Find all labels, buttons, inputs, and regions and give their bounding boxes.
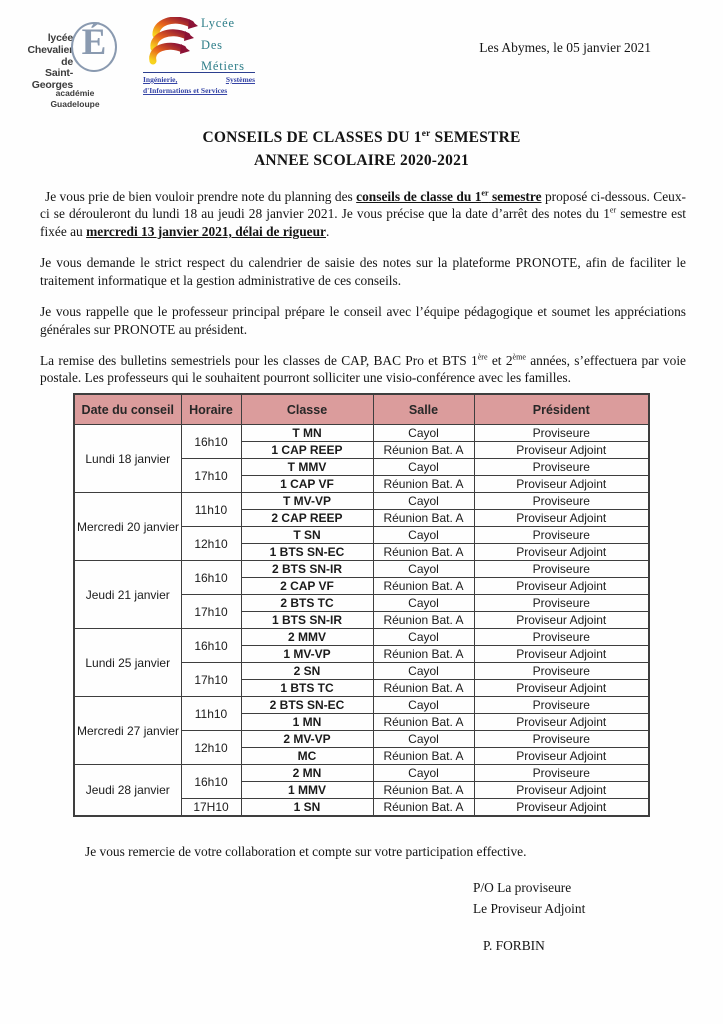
class-cell: T MN [241,425,373,442]
header-class: Classe [241,394,373,425]
schedule-row [74,697,649,714]
time-cell: 17h10 [181,663,241,697]
president-cell: Proviseure [474,765,649,782]
signature-role-line: P/O La proviseure [473,880,572,895]
title-line-2: ANNEE SCOLAIRE 2020-2021 [254,152,469,170]
class-cell: 2 BTS SN-EC [241,697,373,714]
header-room: Salle [373,394,474,425]
time-cell: 12h10 [181,731,241,765]
president-cell: Proviseure [474,459,649,476]
metiers-subtitle [143,72,255,97]
body-paragraphs [40,188,686,401]
class-cell: 1 MMV [241,782,373,799]
class-cell: 1 BTS TC [241,680,373,697]
class-cell: 2 BTS TC [241,595,373,612]
room-cell: Cayol [373,697,474,714]
academy-region-line: académie [55,88,95,98]
paragraph-bulletins: La remise des bulletins semestriels pour les classes de CAP, BAC Pro et BTS 1ère et 2ème années, s’effectuera par voie postale. Les professeurs qui le souhaitent pourront solliciter une visio-conférence avec les familles. [40,352,686,386]
president-cell: Proviseur Adjoint [474,748,649,765]
president-cell: Proviseur Adjoint [474,442,649,459]
president-cell: Proviseure [474,561,649,578]
president-cell: Proviseur Adjoint [474,714,649,731]
room-cell: Cayol [373,629,474,646]
swirl-icon [143,17,199,67]
room-cell: Réunion Bat. A [373,646,474,663]
header-president: Président [474,394,649,425]
schedule-header-row [74,394,649,425]
time-cell: 11h10 [181,493,241,527]
lycee-des-metiers-logo [143,13,258,105]
president-cell: Proviseure [474,697,649,714]
title-line-1: CONSEILS DE CLASSES DU 1er SEMESTRE [202,128,521,146]
class-cell: 2 MMV [241,629,373,646]
class-cell: MC [241,748,373,765]
class-cell: 2 MN [241,765,373,782]
president-cell: Proviseur Adjoint [474,799,649,817]
schedule-row [74,629,649,646]
signature-name: P. FORBIN [483,938,545,953]
time-cell: 17H10 [181,799,241,817]
president-cell: Proviseur Adjoint [474,510,649,527]
class-cell: T SN [241,527,373,544]
date-cell: Lundi 18 janvier [74,425,181,493]
room-cell: Réunion Bat. A [373,612,474,629]
president-cell: Proviseure [474,425,649,442]
room-cell: Réunion Bat. A [373,799,474,817]
time-cell: 11h10 [181,697,241,731]
academy-region-line: Guadeloupe [50,98,100,109]
room-cell: Cayol [373,561,474,578]
room-cell: Cayol [373,527,474,544]
class-cell: 1 CAP VF [241,476,373,493]
signature-block [473,878,585,920]
room-cell: Cayol [373,595,474,612]
document-title [0,126,723,173]
room-cell: Réunion Bat. A [373,782,474,799]
class-cell: 2 BTS SN-IR [241,561,373,578]
metiers-title-line: Lycée [201,16,235,30]
president-cell: Proviseur Adjoint [474,782,649,799]
time-cell: 17h10 [181,595,241,629]
class-cell: T MV-VP [241,493,373,510]
class-cell: 1 MV-VP [241,646,373,663]
school-name-line: Chevalier de [27,43,73,68]
president-cell: Proviseur Adjoint [474,544,649,561]
paragraph-professeur: Je vous rappelle que le professeur principal prépare le conseil avec l’équipe pédagogique et soumet les appréciations générales sur PRONOTE au président. [40,304,686,337]
schedule-row [74,493,649,510]
signature-role-line: Le Proviseur Adjoint [473,900,586,916]
class-cell: 1 SN [241,799,373,817]
president-cell: Proviseur Adjoint [474,612,649,629]
school-name [15,33,73,92]
room-cell: Cayol [373,425,474,442]
class-cell: 2 SN [241,663,373,680]
schedule-table-wrapper [73,393,650,817]
bold-underline-deadline: mercredi 13 janvier 2021, délai de rigueur [86,223,326,239]
schedule-row [74,425,649,442]
date-cell: Lundi 25 janvier [74,629,181,697]
room-cell: Réunion Bat. A [373,714,474,731]
date-cell: Jeudi 28 janvier [74,765,181,817]
room-cell: Réunion Bat. A [373,510,474,527]
metiers-title-line: Métiers [201,59,245,73]
class-cell: T MMV [241,459,373,476]
room-cell: Cayol [373,493,474,510]
header-date: Date du conseil [74,394,181,425]
room-cell: Cayol [373,663,474,680]
president-cell: Proviseure [474,595,649,612]
class-cell: 2 MV-VP [241,731,373,748]
academy-region [43,88,107,109]
school-name-line: lycée [47,32,73,44]
room-cell: Réunion Bat. A [373,680,474,697]
room-cell: Cayol [373,731,474,748]
class-cell: 1 MN [241,714,373,731]
room-cell: Réunion Bat. A [373,442,474,459]
paragraph-planning: Je vous prie de bien vouloir prendre note du planning des conseils de classe du 1er semestre proposé ci-dessous. Ceux-ci se dérouleront du lundi 18 au jeudi 28 janvier 2021. Je vous précise que la date d’arrêt des notes du 1er semestre est fixée au mercredi 13 janvier 2021, délai de rigueur. [40,188,687,239]
schedule-row [74,765,649,782]
president-cell: Proviseure [474,731,649,748]
metiers-title-line: Des [201,37,223,52]
president-cell: Proviseur Adjoint [474,680,649,697]
president-cell: Proviseur Adjoint [474,578,649,595]
room-cell: Réunion Bat. A [373,578,474,595]
president-cell: Proviseure [474,527,649,544]
header-time: Horaire [181,394,241,425]
metiers-subtitle-line: Ingénierie, Systèmes [143,75,255,84]
class-cell: 1 BTS SN-EC [241,544,373,561]
metiers-subtitle-line: d'Informations et Services [143,85,228,95]
closing-sentence: Je vous remercie de votre collaboration et compte sur votre participation effective. [85,844,527,859]
time-cell: 16h10 [181,561,241,595]
class-cell: 1 BTS SN-IR [241,612,373,629]
room-cell: Réunion Bat. A [373,544,474,561]
room-cell: Cayol [373,459,474,476]
school-name-line: Saint-Georges [31,67,73,91]
time-cell: 16h10 [181,765,241,799]
president-cell: Proviseure [474,629,649,646]
academy-letter-icon: É [81,22,107,63]
room-cell: Cayol [373,765,474,782]
class-cell: 2 CAP REEP [241,510,373,527]
room-cell: Réunion Bat. A [373,748,474,765]
class-cell: 1 CAP REEP [241,442,373,459]
president-cell: Proviseur Adjoint [474,646,649,663]
president-cell: Proviseure [474,663,649,680]
class-cell: 2 CAP VF [241,578,373,595]
president-cell: Proviseure [474,493,649,510]
dateline: Les Abymes, le 05 janvier 2021 [479,40,651,55]
time-cell: 16h10 [181,425,241,459]
metiers-title [201,13,245,78]
paragraph-pronote: Je vous demande le strict respect du calendrier de saisie des notes sur la plateforme PRONOTE, afin de faciliter le traitement informatique et la gestion administrative de ces conseils. [40,255,686,288]
schedule-table-body [74,425,649,817]
schedule-table [73,393,650,817]
date-cell: Jeudi 21 janvier [74,561,181,629]
time-cell: 12h10 [181,527,241,561]
room-cell: Réunion Bat. A [373,476,474,493]
time-cell: 17h10 [181,459,241,493]
time-cell: 16h10 [181,629,241,663]
schedule-row [74,561,649,578]
academy-ring-icon [71,22,117,72]
date-cell: Mercredi 27 janvier [74,697,181,765]
president-cell: Proviseur Adjoint [474,476,649,493]
date-cell: Mercredi 20 janvier [74,493,181,561]
bold-underline-semester: conseils de classe du 1er semestre [356,188,542,204]
